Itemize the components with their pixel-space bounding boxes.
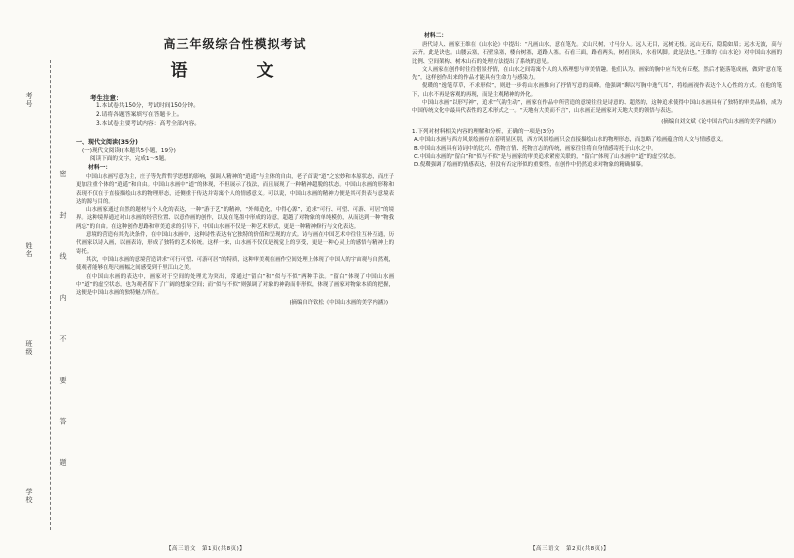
page-footer: 【高三语文 第1页(共8页)】 (166, 546, 246, 552)
passage-paragraph: 倪瓒的“逸笔草草，不求形似”，则进一步将山水画推向了抒情写意的高峰。他强调“聊以写胸中逸气耳”，将绘画视作表达个人心性的方式。在他的笔下，山水不再是客观的再现，而是主观精神的外化。 (412, 83, 782, 98)
notice-item: 3.本试卷主要考试内容：高考全部内容。 (96, 121, 201, 127)
passage-paragraph: 中国山水画写意为主，庄子等先哲哲学思想的影响，强调人精神的“逍遥”与主体的自由，老子首说“道”之宏妙和本原状态，而庄子更加注重个体的“逍遥”和自由。中国山水画中“道”的体现，不但展示了技法，而且展现了一种精神超脱的状态。中国山水画的形称和表现不仅在于直接描绘山水的物理形态，还侧重于传达并寄寓个人的情感意义。可以说，中国山水画的精神力便是其可贵表与意境表达的源与目的。 (76, 174, 394, 205)
margin-label-name: 姓名 (25, 242, 33, 258)
exam-subject: 语 文 (170, 61, 300, 81)
left-column (76, 0, 394, 558)
margin-label-class: 班级 (25, 340, 33, 356)
material-heading: 材料一： (88, 165, 112, 171)
passage-paragraph: 在中国山水画的表达中，画家对于空间的处理尤为突出，常通过“留白”和“似与不似”两种手法。“留白”体现了中国山水画中“道”的虚空状态，也为观者留下了广阔的想象空间；而“似与不似”则强调了对象的神韵而非形似，体现了画家对物象本质的把握，这便是中国山水画的独特魅力所在。 (76, 273, 394, 297)
binding-margin (0, 0, 67, 558)
seal-line (50, 60, 51, 530)
answer-option-c: C.中国山水画的“留白”和“似与不似”是与画家的审美追求紧密关联的，“留白”体现了山水画中“道”的虚空状态。 (414, 153, 680, 160)
page-footer: 【高三语文 第2页(共8页)】 (530, 546, 610, 552)
passage-paragraph: 其次，中国山水画的意境营造讲求“可行可望、可游可居”的特质，这种审美观在画作空间处理上体现了中国人的宇宙观与自然观，使观者能够在咫尺画幅之间感受到千里江山之美。 (76, 256, 394, 272)
section-heading: 一、现代文阅读(35分) (76, 139, 138, 146)
answer-option-d: D.倪瓒强调了绘画的情感表达，但没有否定形似的重要性，在创作中仍然追求对物象的精确描摹。 (414, 162, 647, 169)
passage-paragraph: 唐代诗人、画家王维在《山水论》中提出：“凡画山水，意在笔先。丈山尺树，寸马分人。远人无目，远树无枝。远山无石，隐隐如眉；远水无波，高与云齐。此是诀也。山腰云塞，石壁泉塞，楼台树塞，道路人塞。石看三面，路看两头，树看顶头，水看风脚。此是法也。”王维的《山水论》对中国山水画的比例、空间架构、树木山石的处理方法提出了系统的意见。 (412, 42, 782, 65)
margin-label-school: 学校 (25, 488, 33, 504)
subsection-instruction: 阅读下面的文字，完成1～5题。 (90, 156, 170, 162)
right-column (412, 0, 782, 558)
seal-text: 密 封 线 内 不 要 答 题 (59, 170, 67, 482)
passage-paragraph: 中国山水画“以形写神”，追求“气韵生动”，画家在作品中所营造的意境往往是诗意的、超然的，这种追求使得中国山水画具有了独特的审美品格，成为中国传统文化中最具代表性的艺术形式之一。“天地有大美而不言”，山水画正是画家对天地大美的领悟与表达。 (412, 100, 782, 115)
source-citation: (摘编自许钦松《中国山水画的美学内涵》) (289, 300, 388, 307)
passage-paragraph: 意境的营造有其先决条件，在中国山水画中，这种诗性表达有它独特的价值和呈现的方式。诗与画在中国艺术中往往互补互通，历代画家以诗入画，以画表诗，形成了独特的艺术传统。这样一来，山水画不仅仅是视觉上的享受，更是一种心灵上的感悟与精神上的寄托。 (76, 232, 394, 255)
answer-option-a: A.中国山水画与西方风景绘画存在着明显区别，西方风景绘画只会直接描绘山水的物理形态，而忽略了绘画蕴含的人文与情感意义。 (414, 137, 727, 144)
subsection-heading: (一)现代文阅读Ⅰ(本题共5小题，19分) (82, 148, 176, 154)
passage-paragraph: 文人画家在创作时往往借景抒情，在山水之间寄寓个人的人格理想与审美情趣。他们认为，画家的胸中应当先有丘壑，然后才能落笔成画，做到“意在笔先”，这样创作出来的作品才能具有生命力与感染力。 (412, 66, 782, 82)
notice-item: 2.请将各题答案填写在答题卡上。 (96, 112, 183, 118)
source-citation: (摘编自刘文斌《论中国古代山水画的美学内涵》) (661, 118, 776, 125)
answer-option-b: B.中国山水画具有诗词中的比兴、借物言情、托物言志的传统，画家往往将自身情感寄托于山水之中。 (414, 145, 657, 152)
passage-paragraph: 山水画家通过自然的题材与个人化的表达，一种“游于艺”的精神，“外师造化，中得心源”，追求“可行、可望、可游、可居”的境界。这种境界通过对山水画的经营位置、以意作画的创作，以及在笔墨中形成的诗意，超越了对物象的单纯模仿，从而达到一种“物我两忘”的自由。在这种创作思路和审美追求的引导下，中国山水画不仅是一种艺术形式，更是一种精神修行与文化表达。 (76, 207, 394, 230)
notice-heading: 考生注意： (90, 94, 123, 102)
notice-item: 1.本试卷共150分，考试时间150分钟。 (96, 103, 200, 109)
question-stem: 1.下列对材料相关内容的理解和分析，正确的一项是(3分) (412, 128, 554, 135)
material-heading: 材料二： (424, 33, 448, 39)
exam-title: 高三年级综合性模拟考试 (163, 37, 307, 51)
margin-label-exam-number: 考号 (25, 92, 33, 108)
